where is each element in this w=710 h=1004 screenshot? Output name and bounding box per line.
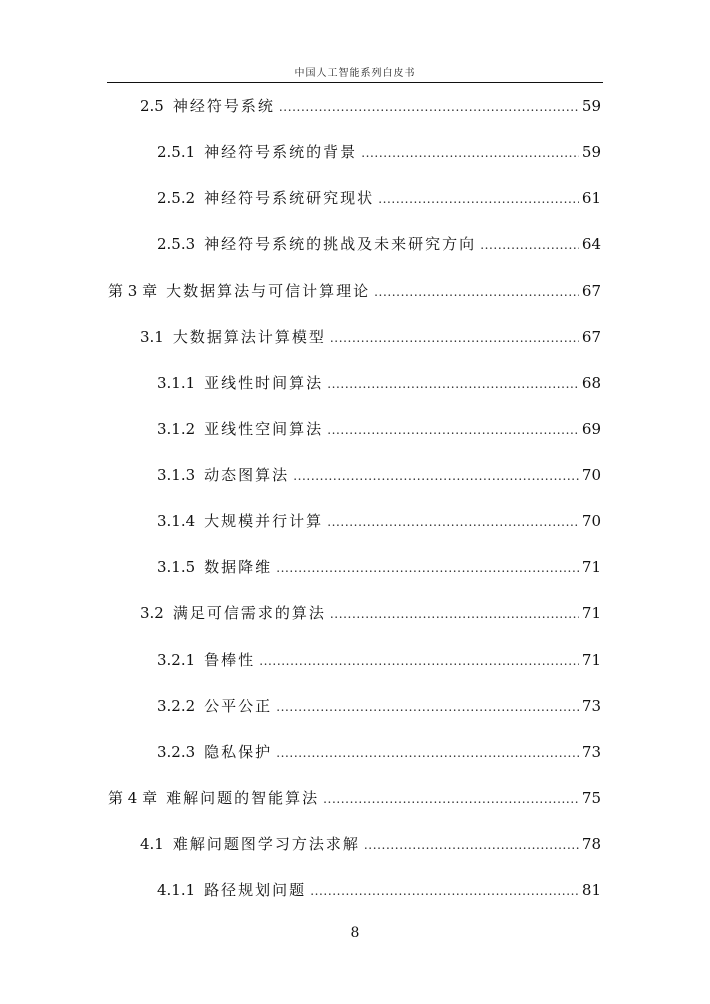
toc-entry[interactable] <box>108 279 601 303</box>
toc-entry[interactable] <box>140 832 601 856</box>
toc-entry-number: 3.2.3 <box>157 743 196 761</box>
toc-entry-title: 数据降维 <box>204 558 273 576</box>
toc-entry-page: 64 <box>581 235 601 253</box>
toc-leader-dots <box>361 141 579 165</box>
toc-leader-dots <box>327 372 579 396</box>
toc-entry-number: 3.2 <box>140 604 164 622</box>
toc-entry-number: 3.1.2 <box>157 420 196 438</box>
toc-entry-number: 4.1.1 <box>157 881 196 899</box>
toc-entry-page: 73 <box>581 743 601 761</box>
toc-entry-number: 3.1.3 <box>157 466 196 484</box>
toc-entry-number: 3.1 <box>140 328 164 346</box>
toc-entry-page: 59 <box>581 143 601 161</box>
toc-entry-title: 隐私保护 <box>204 743 273 761</box>
toc-leader-dots <box>327 510 579 534</box>
toc-entry-page: 67 <box>581 328 601 346</box>
toc-entry-number: 3.2.1 <box>157 651 196 669</box>
toc-entry-title: 神经符号系统 <box>172 97 275 115</box>
toc-entry-title: 大数据算法与可信计算理论 <box>166 282 371 300</box>
toc-entry[interactable] <box>157 648 601 672</box>
toc-leader-dots <box>310 879 579 903</box>
toc-entry-title: 难解问题的智能算法 <box>166 789 320 807</box>
toc-entry-number: 第 4 章 <box>108 789 158 807</box>
toc-entry-page: 71 <box>581 651 601 669</box>
toc-entry-title: 神经符号系统的背景 <box>204 143 358 161</box>
toc-entry-number: 3.1.4 <box>157 512 196 530</box>
toc-leader-dots <box>276 556 579 580</box>
toc-entry-page: 67 <box>581 282 601 300</box>
toc-entry[interactable] <box>157 371 601 395</box>
toc-entry-number: 2.5.3 <box>157 235 196 253</box>
toc-entry-page: 73 <box>581 697 601 715</box>
toc-entry-title: 神经符号系统的挑战及未来研究方向 <box>204 235 477 253</box>
toc-entry[interactable] <box>157 878 601 902</box>
toc-entry-number: 4.1 <box>140 835 164 853</box>
toc-leader-dots <box>330 602 579 626</box>
toc-entry-number: 2.5.1 <box>157 143 196 161</box>
toc-entry-title: 满足可信需求的算法 <box>172 604 326 622</box>
toc-entry[interactable] <box>157 140 601 164</box>
toc-entry-number: 3.2.2 <box>157 697 196 715</box>
toc-leader-dots <box>327 418 579 442</box>
toc-entry-page: 71 <box>581 558 601 576</box>
toc-entry-page: 68 <box>581 374 601 392</box>
toc-entry-number: 第 3 章 <box>108 282 158 300</box>
toc-entry[interactable] <box>157 417 601 441</box>
toc-leader-dots <box>276 695 579 719</box>
header-rule <box>107 82 603 83</box>
toc-entry[interactable] <box>140 325 601 349</box>
toc-entry[interactable] <box>157 463 601 487</box>
toc-entry-page: 78 <box>581 835 601 853</box>
toc-entry[interactable] <box>140 94 601 118</box>
toc-entry[interactable] <box>157 509 601 533</box>
toc-entry[interactable] <box>140 601 601 625</box>
toc-leader-dots <box>279 95 579 119</box>
toc-entry-title: 路径规划问题 <box>204 881 307 899</box>
toc-entry-number: 2.5.2 <box>157 189 196 207</box>
toc-entry-title: 鲁棒性 <box>204 651 256 669</box>
toc-entry-title: 亚线性空间算法 <box>204 420 324 438</box>
toc-leader-dots <box>293 464 579 488</box>
toc-entry-title: 公平公正 <box>204 697 273 715</box>
toc-entry-page: 61 <box>581 189 601 207</box>
toc-entry-page: 59 <box>581 97 601 115</box>
toc-leader-dots <box>480 233 579 257</box>
toc-entry-title: 大规模并行计算 <box>204 512 324 530</box>
toc-leader-dots <box>364 833 579 857</box>
toc-entry[interactable] <box>157 740 601 764</box>
toc-entry-page: 75 <box>581 789 601 807</box>
toc-leader-dots <box>259 649 579 673</box>
toc-entry-number: 2.5 <box>140 97 164 115</box>
page-number: 8 <box>350 925 360 941</box>
toc-entry-number: 3.1.5 <box>157 558 196 576</box>
toc-entry[interactable] <box>157 232 601 256</box>
toc-leader-dots <box>276 741 579 765</box>
toc-leader-dots <box>323 787 579 811</box>
toc-entry-page: 81 <box>581 881 601 899</box>
toc-leader-dots <box>378 187 579 211</box>
toc-entry[interactable] <box>157 694 601 718</box>
toc-entry-page: 69 <box>581 420 601 438</box>
toc-entry-page: 71 <box>581 604 601 622</box>
toc-entry-number: 3.1.1 <box>157 374 196 392</box>
toc-entry-page: 70 <box>581 512 601 530</box>
toc-entry[interactable] <box>108 786 601 810</box>
toc-entry-title: 难解问题图学习方法求解 <box>172 835 360 853</box>
toc-leader-dots <box>374 280 579 304</box>
toc-entry-title: 动态图算法 <box>204 466 290 484</box>
toc-leader-dots <box>330 326 579 350</box>
toc-entry[interactable] <box>157 186 601 210</box>
toc-entry-title: 亚线性时间算法 <box>204 374 324 392</box>
toc-entry-page: 70 <box>581 466 601 484</box>
toc-entry-title: 神经符号系统研究现状 <box>204 189 375 207</box>
running-header: 中国人工智能系列白皮书 <box>294 68 416 79</box>
toc-entry[interactable] <box>157 555 601 579</box>
toc-entry-title: 大数据算法计算模型 <box>172 328 326 346</box>
